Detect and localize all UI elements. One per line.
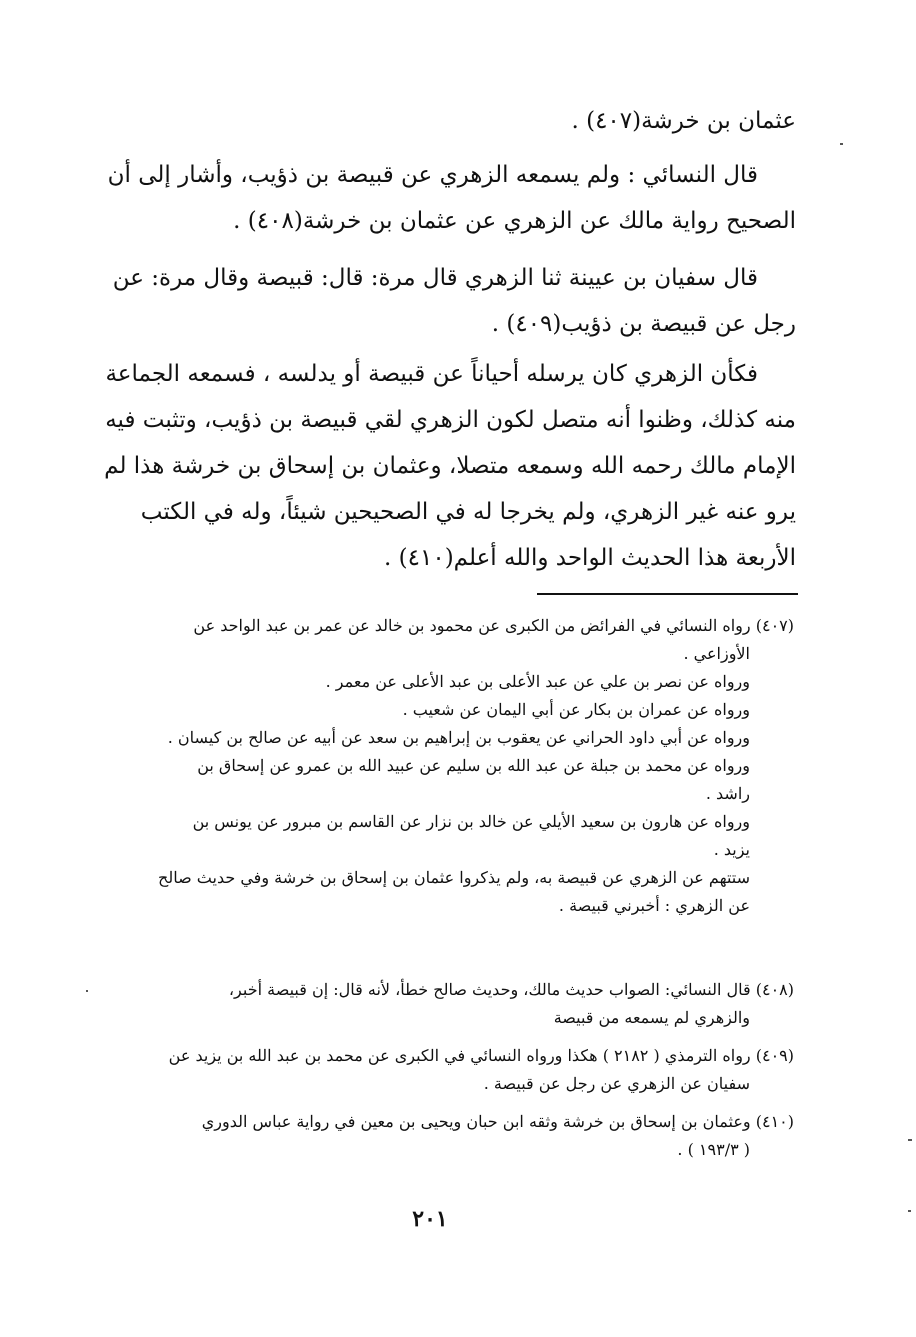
- footnote-408: [90, 976, 794, 1032]
- page-number: ٢٠١: [412, 1206, 448, 1232]
- footnote-line: ورواه عن عمران بن بكار عن أبي اليمان عن شعيب .: [402, 700, 750, 719]
- paragraph-4: [96, 351, 796, 581]
- scan-speck: [840, 143, 843, 145]
- footnote-line: ستتهم عن الزهري عن قبيصة به، ولم يذكروا عثمان بن إسحاق بن خرشة وفي حديث صالح: [158, 868, 750, 887]
- scan-speck: [908, 1139, 912, 1141]
- footnote-line: (٤١٠) وعثمان بن إسحاق بن خرشة وثقه ابن حبان ويحيى بن معين في رواية عباس الدوري: [201, 1112, 794, 1131]
- body-line: الإمام مالك رحمه الله وسمعه متصلا، وعثمان بن إسحاق بن خرشة هذا لم: [104, 453, 796, 479]
- body-line: الصحيح رواية مالك عن الزهري عن عثمان بن خرشة(٤٠٨) .: [233, 208, 796, 234]
- footnote-line: والزهري لم يسمعه من قبيصة: [553, 1008, 750, 1027]
- footnote-line: ورواه عن نصر بن علي عن عبد الأعلى بن عبد الأعلى عن معمر .: [325, 672, 750, 691]
- footnote-separator: [537, 593, 798, 595]
- footnote-line: راشد .: [705, 784, 750, 803]
- footnote-407: [90, 612, 794, 920]
- footnote-line: (٤٠٧) رواه النسائي في الفرائض من الكبرى عن محمود بن خالد عن عمر بن عبد الواحد عن: [193, 616, 794, 635]
- footnote-line: ( ١٩٣/٣ ) .: [677, 1140, 750, 1159]
- paragraph-1: [96, 98, 796, 144]
- scan-speck: [86, 990, 88, 992]
- footnote-line: عن الزهري : أخبرني قبيصة .: [558, 896, 750, 915]
- footnote-409: [90, 1042, 794, 1098]
- paragraph-3: [96, 255, 796, 347]
- body-line: الأربعة هذا الحديث الواحد والله أعلم(٤١٠) .: [384, 545, 796, 571]
- body-line: يرو عنه غير الزهري، ولم يخرجا له في الصحيحين شيئاً، وله في الكتب: [140, 499, 796, 525]
- footnote-line: سفيان عن الزهري عن رجل عن قبيصة .: [483, 1074, 750, 1093]
- body-line: قال سفيان بن عيينة ثنا الزهري قال مرة: قال: قبيصة وقال مرة: عن: [112, 265, 758, 291]
- paragraph-2: [96, 152, 796, 244]
- body-line: منه كذلك، وظنوا أنه متصل لكون الزهري لقي قبيصة بن ذؤيب، وتثبت فيه: [105, 407, 796, 433]
- body-line: رجل عن قبيصة بن ذؤيب(٤٠٩) .: [491, 311, 796, 337]
- footnote-line: ورواه عن أبي داود الحراني عن يعقوب بن إبراهيم بن سعد عن أبيه عن صالح بن كيسان .: [167, 728, 750, 747]
- body-line: فكأن الزهري كان يرسله أحياناً عن قبيصة أو يدلسه ، فسمعه الجماعة: [105, 361, 758, 387]
- footnote-line: الأوزاعي .: [683, 644, 750, 663]
- footnote-line: يزيد .: [713, 840, 750, 859]
- body-line: قال النسائي : ولم يسمعه الزهري عن قبيصة بن ذؤيب، وأشار إلى أن: [107, 162, 758, 188]
- footnote-line: ورواه عن محمد بن جبلة عن عبد الله بن سليم عن عبيد الله بن عمرو عن إسحاق بن: [197, 756, 750, 775]
- body-line: عثمان بن خرشة(٤٠٧) .: [571, 108, 796, 134]
- footnote-line: (٤٠٩) رواه الترمذي ( ٢١٨٢ ) هكذا ورواه النسائي في الكبرى عن محمد بن عبد الله بن يزيد عن: [168, 1046, 794, 1065]
- footnote-line: (٤٠٨) قال النسائي: الصواب حديث مالك، وحديث صالح خطأ، لأنه قال: إن قبيصة أخبر،: [228, 980, 794, 999]
- footnote-410: [90, 1108, 794, 1164]
- footnote-line: ورواه عن هارون بن سعيد الأيلي عن خالد بن نزار عن القاسم بن مبرور عن يونس بن: [192, 812, 750, 831]
- scan-speck: [908, 1210, 911, 1212]
